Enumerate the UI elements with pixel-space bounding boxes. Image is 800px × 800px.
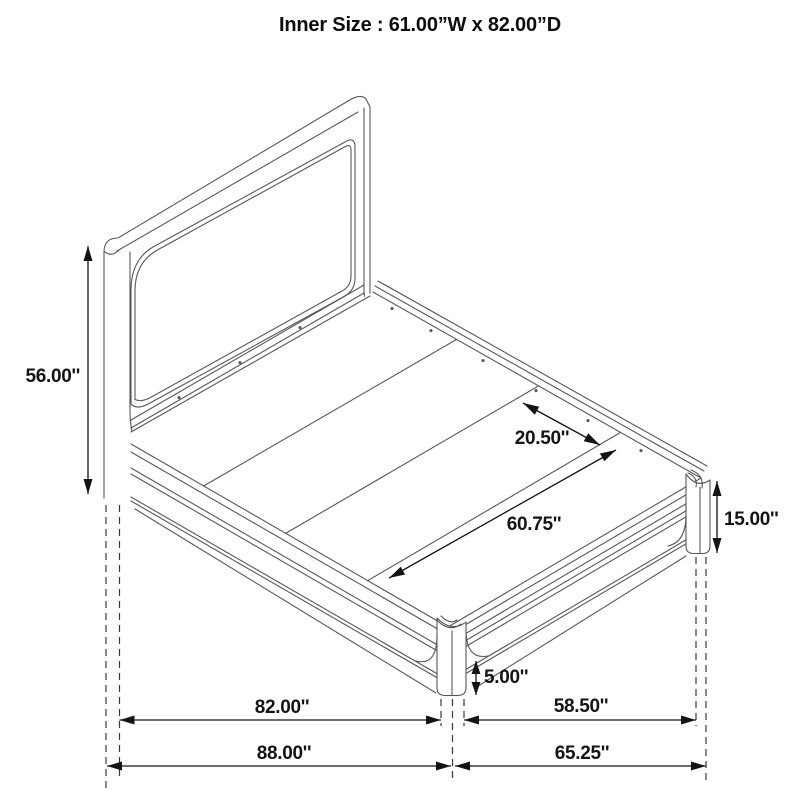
dimension-inner-depth	[120, 697, 442, 725]
dimension-label: 65.25''	[554, 743, 610, 764]
dimension-leg-clearance	[472, 661, 529, 695]
dimension-overall-depth	[107, 743, 451, 771]
dimension-foot-span	[464, 696, 696, 725]
dimension-label: 15.00''	[724, 509, 779, 530]
diagram-title: Inner Size : 61.00”W x 82.00”D	[279, 14, 561, 36]
right-leg	[686, 474, 710, 554]
dimension-label: 20.50''	[514, 428, 570, 449]
dimension-overall-width	[455, 743, 706, 771]
dimension-label: 82.00''	[254, 697, 310, 718]
dimension-label: 58.50''	[553, 696, 609, 717]
dimension-label: 60.75''	[506, 514, 562, 535]
dimension-label: 56.00''	[25, 366, 80, 387]
dimension-headboard-height	[26, 246, 93, 494]
dimension-label: 5.00''	[484, 667, 529, 688]
dimension-footboard-height	[713, 481, 779, 553]
dimension-label: 88.00''	[256, 743, 312, 764]
bed-drawing	[104, 96, 710, 695]
